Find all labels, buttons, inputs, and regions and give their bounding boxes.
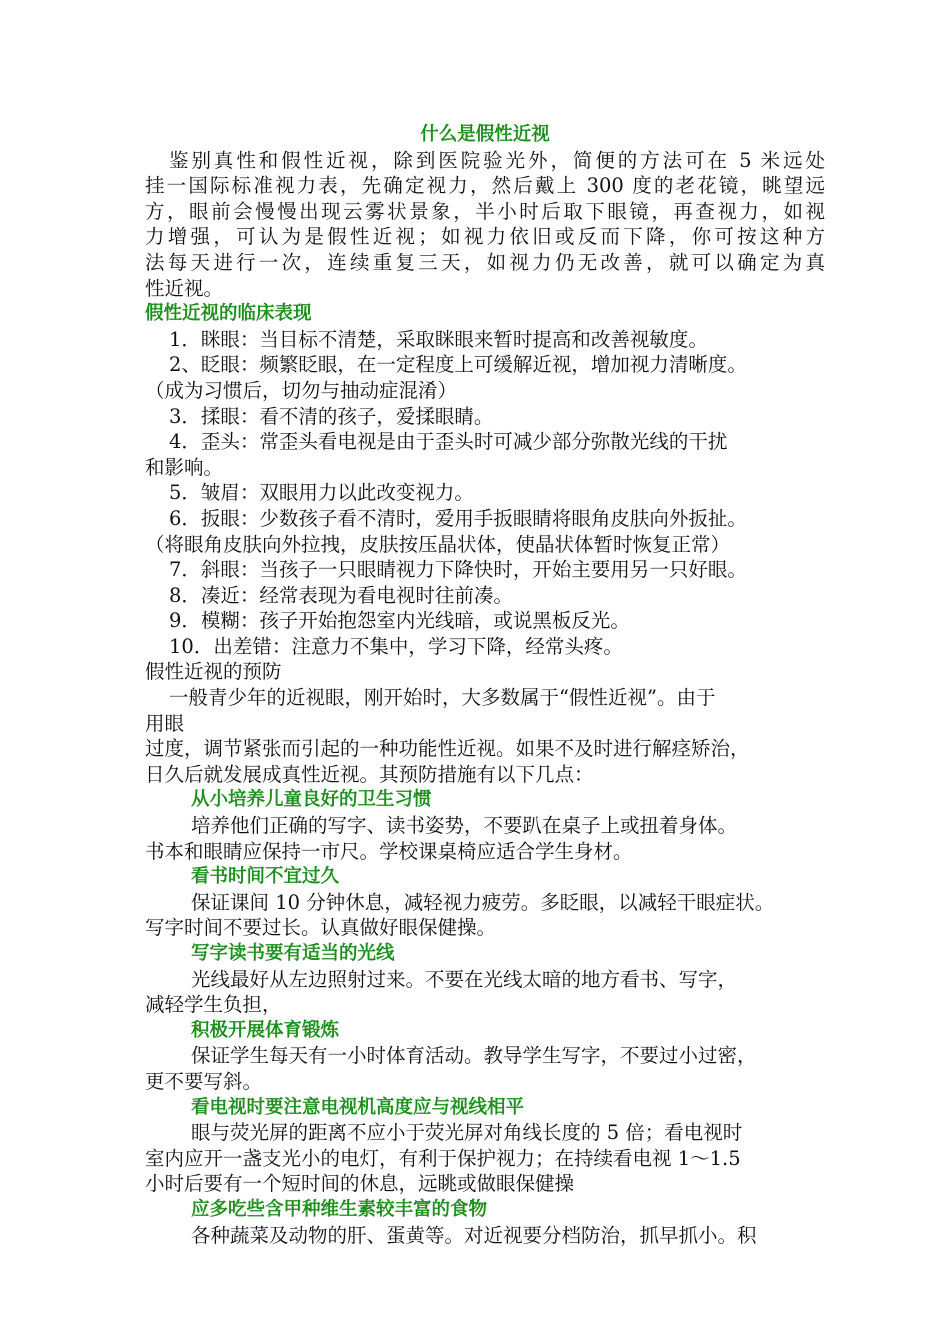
text-line: 方，眼前会慢慢出现云雾状景象，半小时后取下眼镜，再查视力，如视 bbox=[145, 199, 825, 223]
text-line: 小时后要有一个短时间的休息，远眺或做眼保健操 bbox=[145, 1172, 575, 1196]
symptom-list bbox=[145, 327, 825, 660]
list-item: 9．模糊：孩子开始抱怨室内光线暗，或说黑板反光。 bbox=[169, 609, 630, 633]
list-item: 5．皱眉：双眼用力以此改变视力。 bbox=[169, 481, 474, 505]
list-item: 4．歪头：常歪头看电视是由于歪头时可减少部分弥散光线的干扰 bbox=[169, 430, 728, 454]
measure-heading: 写字读书要有适当的光线 bbox=[191, 943, 395, 964]
measure-5 bbox=[145, 1095, 825, 1197]
document-page bbox=[145, 122, 825, 1248]
section-heading-prevention: 假性近视的预防 bbox=[145, 660, 282, 684]
text-line: 减轻学生负担， bbox=[145, 993, 282, 1017]
list-item: 7．斜眼：当孩子一只眼睛视力下降快时，开始主要用另一只好眼。 bbox=[169, 558, 747, 582]
text-line: 室内应开一盏支光小的电灯，有利于保护视力；在持续看电视 1～1.5 bbox=[145, 1146, 741, 1170]
measure-heading: 从小培养儿童良好的卫生习惯 bbox=[191, 789, 432, 811]
measure-2 bbox=[145, 864, 825, 941]
text-line: 鉴别真性和假性近视，除到医院验光外，简便的方法可在 5 米远处 bbox=[169, 148, 825, 172]
measure-6 bbox=[145, 1197, 825, 1248]
measure-heading: 看电视时要注意电视机高度应与视线相平 bbox=[191, 1096, 525, 1118]
measure-4 bbox=[145, 1018, 825, 1095]
list-item: 2、眨眼：频繁眨眼，在一定程度上可缓解近视，增加视力清晰度。 bbox=[169, 353, 747, 377]
measure-1 bbox=[145, 787, 825, 864]
text-line: 书本和眼睛应保持一市尺。学校课桌椅应适合学生身材。 bbox=[145, 839, 633, 863]
prevention-intro bbox=[145, 685, 825, 787]
text-line: 光线最好从左边照射过来。不要在光线太暗的地方看书、写字， bbox=[191, 967, 738, 991]
text-line: 性近视。 bbox=[145, 276, 224, 300]
list-item-continuation: 和影响。 bbox=[145, 455, 224, 479]
text-line: 保证学生每天有一小时体育活动。教导学生写字，不要过小过密， bbox=[191, 1044, 757, 1068]
text-line: 培养他们正确的写字、读书姿势，不要趴在桌子上或扭着身体。 bbox=[191, 814, 738, 838]
list-item-continuation: （将眼角皮肤向外拉拽，皮肤按压晶状体，使晶状体暂时恢复正常） bbox=[145, 532, 731, 556]
section-heading-symptoms: 假性近视的临床表现 bbox=[145, 303, 312, 325]
text-line: 日久后就发展成真性近视。其预防措施有以下几点： bbox=[145, 762, 594, 786]
text-line: 过度，调节紧张而引起的一种功能性近视。如果不及时进行解痉矫治， bbox=[145, 737, 750, 761]
list-item: 8．凑近：经常表现为看电视时往前凑。 bbox=[169, 583, 513, 607]
text-line: 一般青少年的近视眼，刚开始时，大多数属于“假性近视”。由于 bbox=[169, 686, 716, 710]
measure-3 bbox=[145, 941, 825, 1018]
measure-heading: 积极开展体育锻炼 bbox=[191, 1019, 340, 1041]
list-item-continuation: （成为习惯后，切勿与抽动症混淆） bbox=[145, 378, 458, 402]
list-item: 3．揉眼：看不清的孩子，爱揉眼睛。 bbox=[169, 404, 494, 428]
intro-paragraph bbox=[145, 148, 825, 302]
text-line: 用眼 bbox=[145, 711, 185, 735]
list-item: 10．出差错：注意力不集中，学习下降，经常头疼。 bbox=[169, 634, 623, 658]
measure-heading: 看书时间不宜过久 bbox=[191, 866, 340, 888]
text-line: 力增强，可认为是假性近视；如视力依旧或反而下降，你可按这种方 bbox=[145, 225, 825, 249]
text-line: 写字时间不要过长。认真做好眼保健操。 bbox=[145, 916, 497, 940]
text-line: 更不要写斜。 bbox=[145, 1069, 263, 1093]
list-item: 6．扳眼：少数孩子看不清时，爱用手扳眼睛将眼角皮肤向外扳扯。 bbox=[169, 506, 747, 530]
page-title: 什么是假性近视 bbox=[420, 124, 550, 145]
measure-heading: 应多吃些含甲种维生素较丰富的食物 bbox=[191, 1198, 488, 1220]
text-line: 挂一国际标准视力表，先确定视力，然后戴上 300 度的老花镜，眺望远 bbox=[145, 174, 825, 198]
text-line: 各种蔬菜及动物的肝、蛋黄等。对近视要分档防治，抓早抓小。积 bbox=[191, 1223, 757, 1247]
list-item: 1．眯眼：当目标不清楚，采取眯眼来暂时提高和改善视敏度。 bbox=[169, 327, 708, 351]
text-line: 眼与荧光屏的距离不应小于荧光屏对角线长度的 5 倍；看电视时 bbox=[191, 1121, 743, 1145]
text-line: 法每天进行一次，连续重复三天，如视力仍无改善，就可以确定为真 bbox=[145, 250, 825, 274]
text-line: 保证课间 10 分钟休息，减轻视力疲劳。多眨眼，以减轻干眼症状。 bbox=[191, 890, 775, 914]
